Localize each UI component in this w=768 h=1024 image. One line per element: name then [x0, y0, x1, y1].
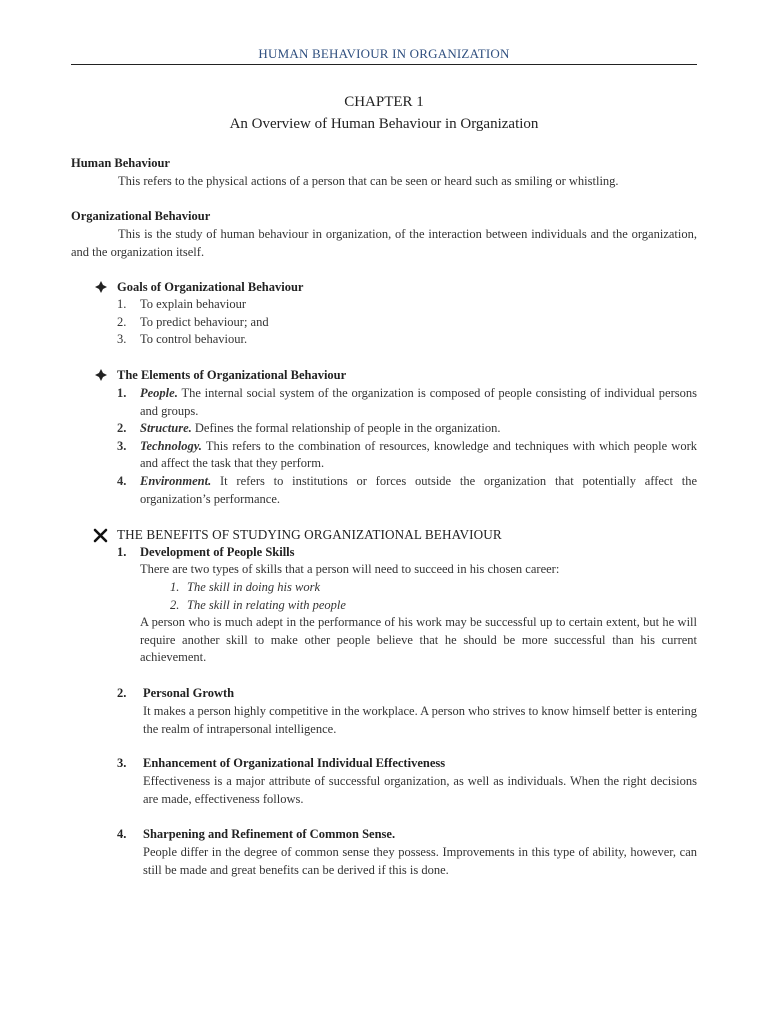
list-item [117, 331, 697, 349]
benefit-text: A person who is much adept in the performance of his work may be successful up to certain extent, but he will require another skill to make other people believe that he should be more successful than his current achievement. [140, 615, 697, 665]
benefit-text: Effectiveness is a major attribute of successful organization, as well as individuals. When the right decisions are made, effectiveness follows. [143, 774, 697, 806]
sub-list-text: The skill in relating with people [187, 598, 346, 612]
benefit-number: 1. [117, 545, 127, 559]
list-number: 2. [117, 314, 127, 329]
list-item [117, 296, 697, 314]
elements-list [117, 385, 697, 508]
benefit-text: People differ in the degree of common sense they possess. Improvements in this type of ability, however, can still be made and great benefits can be derived if this is done. [143, 845, 697, 877]
element-text: It refers to institutions or forces outside the organization that potentially affect the organization’s performance. [140, 473, 697, 506]
x-mark-bullet-icon [93, 528, 108, 543]
list-text: To predict behaviour; and [140, 314, 269, 329]
header-rule [71, 64, 697, 65]
sub-list-number: 2. [170, 598, 180, 612]
diamond-bullet-icon [94, 368, 108, 382]
chapter-title: An Overview of Human Behaviour in Organization [229, 116, 539, 132]
element-term: Structure. [140, 421, 192, 436]
list-text: To control behaviour. [140, 332, 248, 347]
element-term: Technology. [140, 438, 202, 453]
benefit-number: 2. [117, 686, 127, 700]
list-item [117, 473, 697, 508]
benefit-title: Personal Growth [143, 686, 235, 700]
list-number: 2. [117, 421, 127, 436]
list-number: 3. [117, 332, 127, 347]
elements-heading: The Elements of Organizational Behaviour [117, 368, 347, 382]
list-number: 1. [117, 297, 127, 311]
benefit-title: Sharpening and Refinement of Common Sense. [143, 827, 396, 841]
benefit-text: It makes a person highly competitive in the workplace. A person who strives to know himself better is entering the realm of intrapersonal intelligence. [143, 704, 697, 736]
goals-heading: Goals of Organizational Behaviour [117, 280, 304, 294]
org-behaviour-heading: Organizational Behaviour [71, 209, 211, 223]
sub-list-number: 1. [170, 580, 180, 594]
list-item [117, 385, 697, 420]
list-number: 3. [117, 438, 127, 453]
org-behaviour-text: This is the study of human behaviour in organization, of the interaction between individuals and the organization, and the organization itself. [71, 227, 697, 259]
benefit-title: Development of People Skills [140, 545, 295, 559]
running-header: HUMAN BEHAVIOUR IN ORGANIZATION [258, 46, 510, 61]
list-number: 4. [117, 473, 127, 488]
element-text: The internal social system of the organization is composed of people consisting of individual persons and groups. [140, 386, 697, 418]
element-text: Defines the formal relationship of people in the organization. [194, 421, 501, 436]
list-text: To explain behaviour [140, 297, 247, 311]
list-item [117, 438, 697, 473]
element-term: Environment. [140, 473, 212, 488]
human-behaviour-heading: Human Behaviour [71, 156, 170, 170]
element-text: This refers to the combination of resources, knowledge and techniques with which people work and affect the task that they perform. [140, 438, 697, 471]
list-item [117, 314, 697, 332]
chapter-label: CHAPTER 1 [344, 94, 424, 110]
benefit-number: 4. [117, 827, 127, 841]
element-term: People. [140, 386, 178, 400]
goals-list [117, 296, 697, 349]
list-number: 1. [117, 386, 127, 400]
benefit-number: 3. [117, 756, 127, 770]
list-item [117, 420, 697, 438]
benefit-intro: There are two types of skills that a person will need to succeed in his chosen career: [140, 562, 560, 576]
benefit-title: Enhancement of Organizational Individual Effectiveness [143, 756, 446, 770]
diamond-bullet-icon [94, 280, 108, 294]
human-behaviour-text: This refers to the physical actions of a person that can be seen or heard such as smiling or whistling. [118, 174, 619, 188]
sub-list-text: The skill in doing his work [187, 580, 320, 594]
benefits-heading: THE BENEFITS OF STUDYING ORGANIZATIONAL BEHAVIOUR [117, 527, 502, 542]
